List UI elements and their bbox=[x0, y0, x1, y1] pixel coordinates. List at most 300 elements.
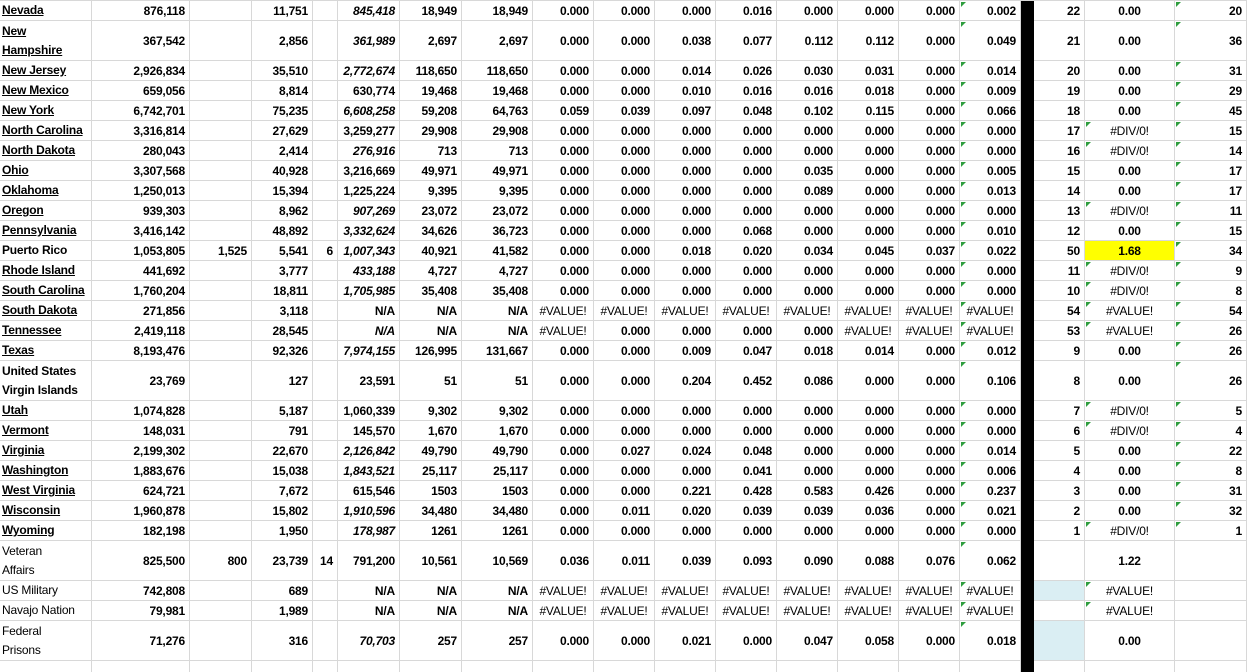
state-link[interactable] bbox=[2, 501, 60, 520]
state-link[interactable] bbox=[2, 201, 43, 220]
empty-cell[interactable] bbox=[462, 661, 533, 672]
cell-dec-3[interactable] bbox=[655, 201, 716, 221]
cell-count[interactable] bbox=[1175, 341, 1247, 361]
cell-d[interactable] bbox=[252, 481, 313, 501]
cell-e[interactable] bbox=[313, 61, 338, 81]
state-name-cell[interactable] bbox=[0, 521, 92, 541]
cell-dec-7[interactable] bbox=[899, 141, 960, 161]
cell-dec-1[interactable] bbox=[533, 241, 594, 261]
cell-b[interactable] bbox=[92, 421, 190, 441]
cell-h[interactable] bbox=[462, 141, 533, 161]
cell-rank[interactable] bbox=[1034, 501, 1085, 521]
cell-dec-7[interactable] bbox=[899, 1, 960, 21]
cell-dec-6[interactable] bbox=[838, 61, 899, 81]
cell-b[interactable] bbox=[92, 81, 190, 101]
cell-dec-7[interactable] bbox=[899, 421, 960, 441]
cell-d[interactable] bbox=[252, 321, 313, 341]
cell-dec-2[interactable] bbox=[594, 361, 655, 401]
cell-dec-5[interactable] bbox=[777, 461, 838, 481]
cell-dec-4[interactable] bbox=[716, 81, 777, 101]
cell-dec-4[interactable] bbox=[716, 541, 777, 581]
cell-dec-6[interactable] bbox=[838, 81, 899, 101]
cell-dec-2[interactable] bbox=[594, 461, 655, 481]
cell-c[interactable] bbox=[190, 161, 252, 181]
cell-dec-4[interactable] bbox=[716, 201, 777, 221]
cell-dec-5[interactable] bbox=[777, 241, 838, 261]
cell-dec-6[interactable] bbox=[838, 261, 899, 281]
cell-dec-2[interactable] bbox=[594, 301, 655, 321]
state-name-cell[interactable] bbox=[0, 241, 92, 261]
cell-c[interactable] bbox=[190, 81, 252, 101]
cell-ratio[interactable] bbox=[1085, 261, 1175, 281]
cell-dec-2[interactable] bbox=[594, 601, 655, 621]
cell-dec-5[interactable] bbox=[777, 421, 838, 441]
cell-d[interactable] bbox=[252, 441, 313, 461]
cell-dec-5[interactable] bbox=[777, 601, 838, 621]
cell-dec-3[interactable] bbox=[655, 541, 716, 581]
cell-dec-8[interactable] bbox=[960, 621, 1021, 661]
cell-e[interactable] bbox=[313, 241, 338, 261]
cell-dec-3[interactable] bbox=[655, 441, 716, 461]
cell-dec-8[interactable] bbox=[960, 61, 1021, 81]
cell-rank[interactable] bbox=[1034, 401, 1085, 421]
state-name-cell[interactable] bbox=[0, 481, 92, 501]
cell-h[interactable] bbox=[462, 101, 533, 121]
cell-dec-6[interactable] bbox=[838, 601, 899, 621]
state-name-cell[interactable] bbox=[0, 1, 92, 21]
state-link[interactable] bbox=[2, 421, 49, 440]
state-link[interactable] bbox=[2, 61, 66, 80]
cell-dec-1[interactable] bbox=[533, 441, 594, 461]
cell-e[interactable] bbox=[313, 601, 338, 621]
cell-dec-4[interactable] bbox=[716, 141, 777, 161]
cell-rank[interactable] bbox=[1034, 201, 1085, 221]
cell-ratio[interactable] bbox=[1085, 481, 1175, 501]
cell-e[interactable] bbox=[313, 261, 338, 281]
cell-b[interactable] bbox=[92, 21, 190, 61]
cell-dec-3[interactable] bbox=[655, 301, 716, 321]
cell-dec-1[interactable] bbox=[533, 221, 594, 241]
cell-g[interactable] bbox=[400, 421, 462, 441]
cell-dec-2[interactable] bbox=[594, 341, 655, 361]
cell-dec-1[interactable] bbox=[533, 21, 594, 61]
cell-dec-8[interactable] bbox=[960, 201, 1021, 221]
cell-dec-5[interactable] bbox=[777, 301, 838, 321]
cell-count[interactable] bbox=[1175, 421, 1247, 441]
cell-dec-3[interactable] bbox=[655, 181, 716, 201]
cell-f[interactable] bbox=[338, 261, 400, 281]
cell-count[interactable] bbox=[1175, 521, 1247, 541]
cell-d[interactable] bbox=[252, 401, 313, 421]
cell-dec-7[interactable] bbox=[899, 581, 960, 601]
cell-dec-8[interactable] bbox=[960, 481, 1021, 501]
cell-e[interactable] bbox=[313, 621, 338, 661]
cell-count[interactable] bbox=[1175, 241, 1247, 261]
cell-b[interactable] bbox=[92, 161, 190, 181]
cell-h[interactable] bbox=[462, 321, 533, 341]
cell-dec-2[interactable] bbox=[594, 101, 655, 121]
cell-b[interactable] bbox=[92, 261, 190, 281]
cell-d[interactable] bbox=[252, 281, 313, 301]
cell-ratio[interactable] bbox=[1085, 341, 1175, 361]
cell-dec-8[interactable] bbox=[960, 81, 1021, 101]
cell-dec-2[interactable] bbox=[594, 581, 655, 601]
cell-dec-5[interactable] bbox=[777, 621, 838, 661]
cell-dec-4[interactable] bbox=[716, 21, 777, 61]
cell-count[interactable] bbox=[1175, 621, 1247, 661]
cell-b[interactable] bbox=[92, 321, 190, 341]
cell-h[interactable] bbox=[462, 21, 533, 61]
cell-dec-3[interactable] bbox=[655, 361, 716, 401]
cell-ratio[interactable] bbox=[1085, 421, 1175, 441]
cell-dec-1[interactable] bbox=[533, 181, 594, 201]
cell-h[interactable] bbox=[462, 161, 533, 181]
cell-dec-1[interactable] bbox=[533, 521, 594, 541]
empty-cell[interactable] bbox=[1175, 661, 1247, 672]
cell-rank[interactable] bbox=[1034, 141, 1085, 161]
cell-rank[interactable] bbox=[1034, 581, 1085, 601]
cell-dec-2[interactable] bbox=[594, 161, 655, 181]
cell-h[interactable] bbox=[462, 81, 533, 101]
cell-rank[interactable] bbox=[1034, 481, 1085, 501]
cell-dec-8[interactable] bbox=[960, 141, 1021, 161]
cell-ratio[interactable] bbox=[1085, 541, 1175, 581]
cell-dec-4[interactable] bbox=[716, 341, 777, 361]
cell-ratio[interactable] bbox=[1085, 1, 1175, 21]
cell-dec-6[interactable] bbox=[838, 301, 899, 321]
cell-dec-6[interactable] bbox=[838, 181, 899, 201]
cell-dec-7[interactable] bbox=[899, 541, 960, 581]
cell-dec-1[interactable] bbox=[533, 501, 594, 521]
cell-dec-3[interactable] bbox=[655, 601, 716, 621]
cell-count[interactable] bbox=[1175, 61, 1247, 81]
state-name-cell[interactable] bbox=[0, 601, 92, 621]
cell-dec-8[interactable] bbox=[960, 321, 1021, 341]
cell-dec-8[interactable] bbox=[960, 361, 1021, 401]
cell-ratio[interactable] bbox=[1085, 601, 1175, 621]
empty-cell[interactable] bbox=[338, 661, 400, 672]
cell-ratio[interactable] bbox=[1085, 281, 1175, 301]
cell-dec-3[interactable] bbox=[655, 341, 716, 361]
cell-count[interactable] bbox=[1175, 581, 1247, 601]
cell-b[interactable] bbox=[92, 581, 190, 601]
cell-b[interactable] bbox=[92, 501, 190, 521]
cell-f[interactable] bbox=[338, 101, 400, 121]
cell-dec-4[interactable] bbox=[716, 101, 777, 121]
cell-c[interactable] bbox=[190, 421, 252, 441]
cell-dec-5[interactable] bbox=[777, 521, 838, 541]
cell-d[interactable] bbox=[252, 541, 313, 581]
empty-cell[interactable] bbox=[92, 661, 190, 672]
state-name-cell[interactable] bbox=[0, 121, 92, 141]
cell-dec-4[interactable] bbox=[716, 281, 777, 301]
cell-e[interactable] bbox=[313, 341, 338, 361]
cell-d[interactable] bbox=[252, 461, 313, 481]
cell-b[interactable] bbox=[92, 461, 190, 481]
cell-ratio[interactable] bbox=[1085, 141, 1175, 161]
cell-dec-3[interactable] bbox=[655, 161, 716, 181]
state-name-cell[interactable] bbox=[0, 581, 92, 601]
state-name-cell[interactable] bbox=[0, 221, 92, 241]
cell-f[interactable] bbox=[338, 1, 400, 21]
cell-dec-7[interactable] bbox=[899, 161, 960, 181]
cell-d[interactable] bbox=[252, 161, 313, 181]
cell-g[interactable] bbox=[400, 281, 462, 301]
cell-dec-4[interactable] bbox=[716, 361, 777, 401]
cell-e[interactable] bbox=[313, 221, 338, 241]
cell-h[interactable] bbox=[462, 621, 533, 661]
cell-g[interactable] bbox=[400, 221, 462, 241]
cell-rank[interactable] bbox=[1034, 601, 1085, 621]
cell-g[interactable] bbox=[400, 341, 462, 361]
cell-ratio[interactable] bbox=[1085, 501, 1175, 521]
cell-f[interactable] bbox=[338, 181, 400, 201]
cell-dec-2[interactable] bbox=[594, 261, 655, 281]
cell-d[interactable] bbox=[252, 341, 313, 361]
cell-dec-1[interactable] bbox=[533, 481, 594, 501]
cell-dec-3[interactable] bbox=[655, 581, 716, 601]
cell-f[interactable] bbox=[338, 441, 400, 461]
cell-rank[interactable] bbox=[1034, 281, 1085, 301]
cell-count[interactable] bbox=[1175, 541, 1247, 581]
cell-dec-1[interactable] bbox=[533, 61, 594, 81]
state-name-cell[interactable] bbox=[0, 541, 92, 581]
cell-dec-4[interactable] bbox=[716, 501, 777, 521]
cell-dec-1[interactable] bbox=[533, 321, 594, 341]
cell-ratio[interactable] bbox=[1085, 401, 1175, 421]
cell-dec-6[interactable] bbox=[838, 341, 899, 361]
cell-count[interactable] bbox=[1175, 121, 1247, 141]
cell-dec-7[interactable] bbox=[899, 461, 960, 481]
cell-e[interactable] bbox=[313, 401, 338, 421]
cell-dec-5[interactable] bbox=[777, 181, 838, 201]
state-link[interactable] bbox=[2, 521, 54, 540]
cell-f[interactable] bbox=[338, 281, 400, 301]
cell-dec-5[interactable] bbox=[777, 101, 838, 121]
cell-dec-1[interactable] bbox=[533, 301, 594, 321]
cell-dec-6[interactable] bbox=[838, 1, 899, 21]
state-link[interactable] bbox=[2, 1, 44, 20]
cell-dec-3[interactable] bbox=[655, 321, 716, 341]
cell-dec-4[interactable] bbox=[716, 401, 777, 421]
cell-count[interactable] bbox=[1175, 81, 1247, 101]
cell-b[interactable] bbox=[92, 541, 190, 581]
cell-dec-7[interactable] bbox=[899, 81, 960, 101]
state-name-cell[interactable] bbox=[0, 201, 92, 221]
cell-dec-4[interactable] bbox=[716, 1, 777, 21]
cell-dec-3[interactable] bbox=[655, 261, 716, 281]
cell-g[interactable] bbox=[400, 181, 462, 201]
cell-ratio[interactable] bbox=[1085, 441, 1175, 461]
cell-dec-7[interactable] bbox=[899, 221, 960, 241]
cell-g[interactable] bbox=[400, 21, 462, 61]
state-link[interactable] bbox=[2, 101, 54, 120]
cell-dec-8[interactable] bbox=[960, 601, 1021, 621]
state-name-cell[interactable] bbox=[0, 421, 92, 441]
cell-dec-4[interactable] bbox=[716, 621, 777, 661]
cell-h[interactable] bbox=[462, 301, 533, 321]
cell-dec-2[interactable] bbox=[594, 501, 655, 521]
cell-dec-1[interactable] bbox=[533, 161, 594, 181]
cell-dec-8[interactable] bbox=[960, 341, 1021, 361]
cell-e[interactable] bbox=[313, 21, 338, 61]
cell-dec-2[interactable] bbox=[594, 401, 655, 421]
cell-dec-5[interactable] bbox=[777, 401, 838, 421]
cell-dec-6[interactable] bbox=[838, 121, 899, 141]
cell-f[interactable] bbox=[338, 621, 400, 661]
cell-d[interactable] bbox=[252, 121, 313, 141]
state-name-cell[interactable] bbox=[0, 321, 92, 341]
cell-b[interactable] bbox=[92, 181, 190, 201]
empty-cell[interactable] bbox=[190, 661, 252, 672]
cell-dec-7[interactable] bbox=[899, 501, 960, 521]
cell-dec-8[interactable] bbox=[960, 581, 1021, 601]
cell-h[interactable] bbox=[462, 201, 533, 221]
cell-dec-6[interactable] bbox=[838, 401, 899, 421]
cell-dec-8[interactable] bbox=[960, 261, 1021, 281]
cell-e[interactable] bbox=[313, 361, 338, 401]
cell-g[interactable] bbox=[400, 141, 462, 161]
cell-f[interactable] bbox=[338, 461, 400, 481]
cell-dec-7[interactable] bbox=[899, 301, 960, 321]
cell-ratio[interactable] bbox=[1085, 521, 1175, 541]
cell-dec-5[interactable] bbox=[777, 321, 838, 341]
empty-cell[interactable] bbox=[838, 661, 899, 672]
cell-dec-5[interactable] bbox=[777, 1, 838, 21]
cell-rank[interactable] bbox=[1034, 541, 1085, 581]
cell-f[interactable] bbox=[338, 601, 400, 621]
cell-count[interactable] bbox=[1175, 501, 1247, 521]
cell-dec-3[interactable] bbox=[655, 281, 716, 301]
cell-dec-6[interactable] bbox=[838, 541, 899, 581]
cell-dec-8[interactable] bbox=[960, 121, 1021, 141]
cell-c[interactable] bbox=[190, 521, 252, 541]
cell-dec-6[interactable] bbox=[838, 501, 899, 521]
cell-c[interactable] bbox=[190, 241, 252, 261]
cell-e[interactable] bbox=[313, 441, 338, 461]
cell-dec-1[interactable] bbox=[533, 541, 594, 581]
cell-e[interactable] bbox=[313, 81, 338, 101]
cell-dec-6[interactable] bbox=[838, 481, 899, 501]
cell-f[interactable] bbox=[338, 401, 400, 421]
state-name-cell[interactable] bbox=[0, 21, 92, 61]
cell-dec-8[interactable] bbox=[960, 301, 1021, 321]
cell-g[interactable] bbox=[400, 1, 462, 21]
cell-dec-1[interactable] bbox=[533, 101, 594, 121]
cell-f[interactable] bbox=[338, 581, 400, 601]
cell-h[interactable] bbox=[462, 241, 533, 261]
cell-rank[interactable] bbox=[1034, 361, 1085, 401]
cell-ratio[interactable] bbox=[1085, 301, 1175, 321]
cell-e[interactable] bbox=[313, 181, 338, 201]
cell-b[interactable] bbox=[92, 481, 190, 501]
cell-e[interactable] bbox=[313, 321, 338, 341]
cell-dec-7[interactable] bbox=[899, 201, 960, 221]
cell-rank[interactable] bbox=[1034, 121, 1085, 141]
empty-cell[interactable] bbox=[1034, 661, 1085, 672]
cell-dec-5[interactable] bbox=[777, 441, 838, 461]
cell-rank[interactable] bbox=[1034, 181, 1085, 201]
cell-dec-6[interactable] bbox=[838, 241, 899, 261]
cell-dec-3[interactable] bbox=[655, 401, 716, 421]
cell-g[interactable] bbox=[400, 361, 462, 401]
cell-b[interactable] bbox=[92, 1, 190, 21]
cell-dec-1[interactable] bbox=[533, 341, 594, 361]
cell-dec-4[interactable] bbox=[716, 481, 777, 501]
cell-d[interactable] bbox=[252, 81, 313, 101]
cell-dec-3[interactable] bbox=[655, 241, 716, 261]
cell-dec-8[interactable] bbox=[960, 181, 1021, 201]
cell-e[interactable] bbox=[313, 541, 338, 581]
cell-dec-8[interactable] bbox=[960, 21, 1021, 61]
cell-dec-3[interactable] bbox=[655, 621, 716, 661]
cell-dec-4[interactable] bbox=[716, 121, 777, 141]
cell-ratio[interactable] bbox=[1085, 221, 1175, 241]
cell-dec-5[interactable] bbox=[777, 261, 838, 281]
cell-dec-2[interactable] bbox=[594, 201, 655, 221]
cell-e[interactable] bbox=[313, 141, 338, 161]
empty-cell[interactable] bbox=[716, 661, 777, 672]
cell-dec-3[interactable] bbox=[655, 461, 716, 481]
cell-h[interactable] bbox=[462, 221, 533, 241]
cell-f[interactable] bbox=[338, 301, 400, 321]
cell-g[interactable] bbox=[400, 241, 462, 261]
cell-dec-1[interactable] bbox=[533, 401, 594, 421]
cell-dec-1[interactable] bbox=[533, 281, 594, 301]
cell-f[interactable] bbox=[338, 241, 400, 261]
cell-dec-7[interactable] bbox=[899, 361, 960, 401]
cell-f[interactable] bbox=[338, 141, 400, 161]
cell-f[interactable] bbox=[338, 541, 400, 581]
state-name-cell[interactable] bbox=[0, 341, 92, 361]
cell-dec-1[interactable] bbox=[533, 1, 594, 21]
cell-rank[interactable] bbox=[1034, 21, 1085, 61]
cell-dec-1[interactable] bbox=[533, 361, 594, 401]
cell-dec-1[interactable] bbox=[533, 461, 594, 481]
cell-ratio[interactable] bbox=[1085, 161, 1175, 181]
cell-dec-4[interactable] bbox=[716, 181, 777, 201]
cell-c[interactable] bbox=[190, 441, 252, 461]
state-link[interactable] bbox=[2, 81, 69, 100]
cell-e[interactable] bbox=[313, 581, 338, 601]
cell-dec-3[interactable] bbox=[655, 1, 716, 21]
state-link[interactable] bbox=[2, 161, 29, 180]
cell-dec-5[interactable] bbox=[777, 361, 838, 401]
state-link[interactable] bbox=[2, 141, 75, 160]
empty-cell[interactable] bbox=[252, 661, 313, 672]
cell-dec-5[interactable] bbox=[777, 481, 838, 501]
state-link[interactable] bbox=[2, 321, 61, 340]
state-name-cell[interactable] bbox=[0, 501, 92, 521]
cell-f[interactable] bbox=[338, 161, 400, 181]
cell-e[interactable] bbox=[313, 161, 338, 181]
cell-ratio[interactable] bbox=[1085, 201, 1175, 221]
cell-d[interactable] bbox=[252, 501, 313, 521]
cell-dec-1[interactable] bbox=[533, 421, 594, 441]
cell-f[interactable] bbox=[338, 521, 400, 541]
cell-dec-5[interactable] bbox=[777, 281, 838, 301]
cell-dec-3[interactable] bbox=[655, 101, 716, 121]
cell-b[interactable] bbox=[92, 241, 190, 261]
cell-dec-1[interactable] bbox=[533, 81, 594, 101]
cell-dec-7[interactable] bbox=[899, 61, 960, 81]
cell-f[interactable] bbox=[338, 361, 400, 401]
cell-c[interactable] bbox=[190, 101, 252, 121]
cell-h[interactable] bbox=[462, 1, 533, 21]
cell-count[interactable] bbox=[1175, 21, 1247, 61]
state-link[interactable] bbox=[2, 221, 76, 240]
cell-f[interactable] bbox=[338, 121, 400, 141]
